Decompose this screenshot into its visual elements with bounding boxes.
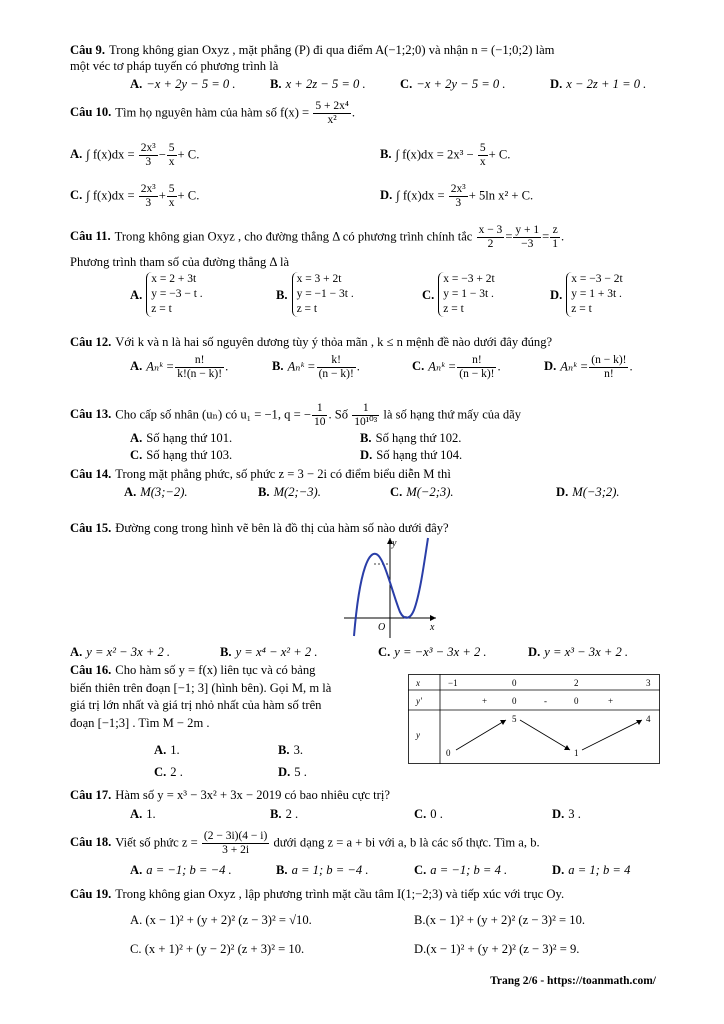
- q13-option-b[interactable]: B. Số hạng thứ 102.: [360, 431, 462, 445]
- q18-option-a[interactable]: A. a = −1; b = −4 .: [130, 863, 232, 877]
- svg-text:2: 2: [574, 678, 579, 688]
- q12-option-b[interactable]: B. Aₙᵏ = $\frac{k!}{(n - k)!}$ .: [272, 354, 360, 380]
- svg-text:0: 0: [446, 748, 451, 758]
- q19-option-b[interactable]: B.(x − 1)² + (y + 2)² (z − 3)² = 10.: [414, 913, 586, 927]
- svg-text:1: 1: [574, 748, 579, 758]
- question-17: Câu 17. Hàm số y = x³ − 3x² + 3x − 2019 có bao nhiêu cực trị?: [70, 788, 390, 802]
- origin-label: O: [378, 622, 386, 633]
- q12-option-a[interactable]: A. Aₙᵏ = $\frac{n!}{k!(n - k)!}$ .: [130, 354, 229, 380]
- question-9: [70, 42, 660, 74]
- question-18: Câu 18. Viết số phức z = $\frac{(2 - 3i)(4 - i)}{3 + 2i}$ dưới dạng z = a + bi với a, b là các số thực. Tìm a, b.: [70, 830, 540, 856]
- q16-variation-table: [408, 674, 660, 764]
- svg-text:0: 0: [512, 696, 517, 706]
- q12-option-c[interactable]: C. Aₙᵏ = $\frac{n!}{(n - k)!}$ .: [412, 354, 501, 380]
- q10-option-c[interactable]: C. ∫ f(x)dx = $\frac{\text{2x³}}{3}$ + $\frac{5}{x}$ + C.: [70, 183, 200, 209]
- question-10: Câu 10. Tìm họ nguyên hàm của hàm số f(x) = $\frac{\text{5 + 2x⁴}}{\text{x²}}$ .: [70, 100, 355, 126]
- svg-text:y: y: [416, 730, 420, 740]
- q18-option-c[interactable]: C. a = −1; b = 4 .: [414, 863, 508, 877]
- q11-text-2: Phương trình tham số của đường thẳng Δ là: [70, 255, 290, 269]
- q10-frac-num: 5 + 2x⁴: [315, 100, 349, 112]
- question-11: Câu 11. Trong không gian Oxyz , cho đường thẳng Δ có phương trình chính tắc $\frac{x - 3}{2}$ = $\frac{y + 1}{-3}$ = $\frac{z}{1}$ .: [70, 224, 565, 250]
- q14-option-d[interactable]: D. M(−3;2).: [556, 485, 620, 499]
- q14-label: Câu 14.: [70, 467, 112, 481]
- q9-option-d[interactable]: D. x − 2z + 1 = 0 .: [550, 77, 647, 91]
- q15-option-d[interactable]: D. y = x³ − 3x + 2 .: [528, 645, 629, 659]
- q18-label: Câu 18.: [70, 835, 112, 850]
- svg-text:x: x: [416, 678, 420, 688]
- q12-option-d[interactable]: D. Aₙᵏ = $\frac{(n - k)!}{n!}$ .: [544, 354, 633, 380]
- q16-option-c[interactable]: C. 2 .: [154, 765, 183, 779]
- q11-option-c[interactable]: C. x = −3 + 2t y = 1 − 3t . z = t: [422, 273, 495, 315]
- q16-option-d[interactable]: D. 5 .: [278, 765, 307, 779]
- q17-option-c[interactable]: C. 0 .: [414, 807, 443, 821]
- x-axis-arrow: [430, 615, 436, 621]
- q9-option-b[interactable]: B. x + 2z − 5 = 0 .: [270, 77, 366, 91]
- q19-option-d[interactable]: D.(x − 1)² + (y + 2)² (z − 3)² = 9.: [414, 942, 580, 956]
- q15-graph: [340, 534, 440, 640]
- x-axis-label: x: [430, 622, 435, 633]
- cubic-curve: [354, 538, 428, 636]
- q13-option-a[interactable]: A. Số hạng thứ 101.: [130, 431, 233, 445]
- q11-label: Câu 11.: [70, 229, 111, 244]
- q11-option-a[interactable]: A. x = 2 + 3t y = −3 − t . z = t: [130, 273, 203, 315]
- question-14: Câu 14. Trong mặt phẳng phức, số phức z = 3 − 2i có điểm biểu diễn M thì: [70, 467, 451, 481]
- svg-text:0: 0: [574, 696, 579, 706]
- q19-option-a[interactable]: A. (x − 1)² + (y + 2)² (z − 3)² = √10.: [130, 913, 312, 927]
- svg-text:-: -: [544, 696, 547, 706]
- q9-option-c[interactable]: C. −x + 2y − 5 = 0 .: [400, 77, 506, 91]
- question-12: [70, 334, 552, 350]
- q12-label: Câu 12.: [70, 335, 112, 349]
- q18-option-d[interactable]: D. a = 1; b = 4: [552, 863, 631, 877]
- q15-option-a[interactable]: A. y = x² − 3x + 2 .: [70, 645, 171, 659]
- q9-label: Câu 9.: [70, 43, 105, 57]
- q17-option-b[interactable]: B. 2 .: [270, 807, 299, 821]
- question-16: Câu 16. Cho hàm số y = f(x) liên tục và có bảng biến thiên trên đoạn [−1; 3] (hình bên). Gọi M, m là giá trị lớn nhất và giá trị nhỏ nhất của hàm số trên đoạn [−1;3] . Tìm M − 2m .: [70, 663, 332, 730]
- q16-label: Câu 16.: [70, 663, 112, 677]
- q15-option-c[interactable]: C. y = −x³ − 3x + 2 .: [378, 645, 487, 659]
- q12-text: Với k và n là hai số nguyên dương tùy ý thỏa mãn , k ≤ n mệnh đề nào dưới đây đúng?: [115, 335, 553, 349]
- q9-text-2: một véc tơ pháp tuyến có phương trình là: [70, 59, 279, 73]
- svg-text:−1: −1: [448, 678, 458, 688]
- q17-option-d[interactable]: D. 3 .: [552, 807, 581, 821]
- q11-option-d[interactable]: D. x = −3 − 2t y = 1 + 3t . z = t: [550, 273, 623, 315]
- q10-text: Tìm họ nguyên hàm của hàm số f(x) =: [115, 105, 310, 120]
- question-19: Câu 19. Trong không gian Oxyz , lập phương trình mặt cầu tâm I(1;−2;3) và tiếp xúc với trục Oy.: [70, 887, 565, 901]
- svg-text:0: 0: [512, 678, 517, 688]
- page-footer: Trang 2/6 - https://toanmath.com/: [490, 975, 656, 987]
- q19-option-c[interactable]: C. (x + 1)² + (y − 2)² (z + 3)² = 10.: [130, 942, 305, 956]
- svg-text:3: 3: [646, 678, 651, 688]
- q16-option-b[interactable]: B. 3.: [278, 743, 304, 757]
- q19-label: Câu 19.: [70, 887, 112, 901]
- svg-text:+: +: [482, 696, 488, 706]
- q15-label: Câu 15.: [70, 521, 112, 535]
- q16-option-a[interactable]: A. 1.: [154, 743, 180, 757]
- y-axis-label: y: [392, 538, 397, 549]
- q11-option-b[interactable]: B. x = 3 + 2t y = −1 − 3t . z = t: [276, 273, 354, 315]
- q13-option-d[interactable]: D. Số hạng thứ 104.: [360, 448, 463, 462]
- q10-option-b[interactable]: B. ∫ f(x)dx = 2x³ − $\frac{5}{x}$ + C.: [380, 142, 511, 168]
- svg-text:5: 5: [512, 714, 517, 724]
- q17-label: Câu 17.: [70, 788, 112, 802]
- q10-option-a[interactable]: A. ∫ f(x)dx = $\frac{\text{2x³}}{3}$ − $\frac{5}{x}$ + C.: [70, 142, 200, 168]
- q15-option-b[interactable]: B. y = x⁴ − x² + 2 .: [220, 645, 318, 659]
- q14-option-c[interactable]: C. M(−2;3).: [390, 485, 454, 499]
- q9-text: Trong không gian Oxyz , mặt phẳng (P) đi qua điểm A(−1;2;0) và nhận n = (−1;0;2) làm: [109, 43, 555, 57]
- question-13: Câu 13. Cho cấp số nhân (uₙ) có u₁ = −1, q = − $\frac{1}{10}$ . Số $\frac{1}{\text{10¹⁰³}}$ là số hạng thứ mấy của dãy: [70, 402, 521, 428]
- q17-option-a[interactable]: A. 1.: [130, 807, 156, 821]
- svg-text:4: 4: [646, 714, 651, 724]
- q13-option-c[interactable]: C. Số hạng thứ 103.: [130, 448, 233, 462]
- q9-option-a[interactable]: A. −x + 2y − 5 = 0 .: [130, 77, 236, 91]
- q10-option-d[interactable]: D. ∫ f(x)dx = $\frac{\text{2x³}}{3}$ + 5ln x² + C.: [380, 183, 534, 209]
- svg-text:+: +: [608, 696, 614, 706]
- svg-text:y': y': [416, 696, 422, 706]
- q13-label: Câu 13.: [70, 407, 112, 422]
- q18-option-b[interactable]: B. a = 1; b = −4 .: [276, 863, 369, 877]
- q10-frac-den: x²: [327, 114, 337, 126]
- q11-text: Trong không gian Oxyz , cho đường thẳng Δ có phương trình chính tắc: [114, 229, 473, 244]
- q10-label: Câu 10.: [70, 105, 112, 120]
- question-15: Câu 15. Đường cong trong hình vẽ bên là đồ thị của hàm số nào dưới đây?: [70, 521, 449, 535]
- q14-option-b[interactable]: B. M(2;−3).: [258, 485, 321, 499]
- q14-option-a[interactable]: A. M(3;−2).: [124, 485, 188, 499]
